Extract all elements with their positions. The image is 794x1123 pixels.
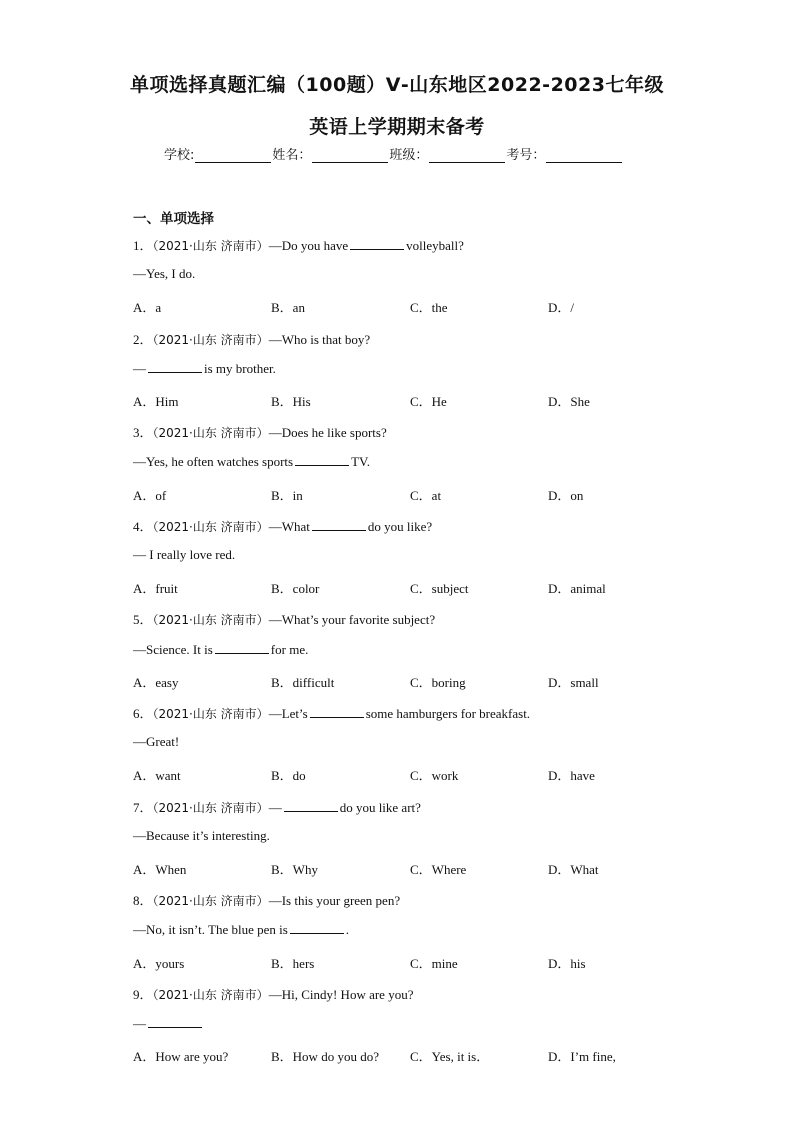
option-b[interactable]: B．an <box>271 300 305 316</box>
option-b[interactable]: B．difficult <box>271 674 335 690</box>
reply-text-after: is my brother. <box>204 360 276 376</box>
option-c[interactable]: C．at <box>410 487 442 503</box>
question-text: —What’s your favorite subject? <box>268 612 436 628</box>
option-a[interactable]: A．Him <box>133 394 179 409</box>
reply-text-after: . <box>345 922 350 938</box>
question-text: —Who is that boy? <box>268 331 371 347</box>
option-c[interactable]: C．Yes, it is． <box>410 1049 490 1065</box>
question-number: 9． <box>133 986 153 1002</box>
question-text-after: do you like art? <box>339 799 421 815</box>
question-source: （2021·山东 济南市） <box>152 894 269 909</box>
question-stem <box>133 890 400 909</box>
option-c[interactable]: C．the <box>410 300 448 316</box>
dialog-reply <box>133 453 370 470</box>
reply-text-after: for me. <box>270 641 309 657</box>
reply-text: —No, it isn’t. The blue pen is <box>133 922 288 938</box>
answer-blank[interactable] <box>215 641 269 654</box>
dialog-reply <box>133 734 179 750</box>
option-a[interactable]: A．When <box>133 862 187 877</box>
option-d[interactable]: D．on <box>548 487 584 503</box>
question-stem <box>133 422 387 441</box>
question-text: —Does he like sports? <box>268 425 387 441</box>
question-text-after: volleyball? <box>406 238 464 253</box>
answer-blank[interactable] <box>148 360 202 373</box>
option-b[interactable]: B．Why <box>271 862 318 877</box>
page-title-line-1: 单项选择真题汇编（100题）Ⅴ-山东地区2022-2023七年级 <box>130 74 664 96</box>
option-a[interactable]: A．How are you? <box>133 1049 229 1065</box>
reply-text: —Great! <box>133 734 180 750</box>
question-number: 1． <box>133 238 153 253</box>
answer-blank[interactable] <box>148 1015 202 1028</box>
answer-blank[interactable] <box>295 453 349 466</box>
question-text: —What <box>268 518 310 534</box>
option-d[interactable]: D．/ <box>548 300 575 316</box>
reply-text: —Yes, he often watches sports <box>133 454 294 470</box>
section-title: 一、单项选择 <box>133 211 214 227</box>
question-source: （2021·山东 济南市） <box>152 613 269 628</box>
question-stem <box>133 235 464 254</box>
question-source: （2021·山东 济南市） <box>152 800 269 815</box>
option-b[interactable]: B．hers <box>271 955 315 971</box>
question-source: （2021·山东 济南市） <box>152 239 269 253</box>
question-stem <box>133 516 432 535</box>
question-source: （2021·山东 济南市） <box>152 707 269 721</box>
class-blank[interactable] <box>429 148 505 163</box>
option-b[interactable]: B．color <box>271 581 320 597</box>
question-text: —Hi, Cindy! How are you? <box>268 986 414 1002</box>
option-c[interactable]: C．He <box>410 394 447 409</box>
student-info-row <box>164 144 623 163</box>
option-c[interactable]: C．boring <box>410 674 466 690</box>
dialog-reply <box>133 266 195 282</box>
question-number: 3． <box>133 425 153 441</box>
dialog-reply <box>133 547 235 563</box>
option-a[interactable]: A．a <box>133 300 162 316</box>
answer-blank[interactable] <box>312 518 366 531</box>
reply-text: —Science. It is <box>133 641 213 657</box>
reply-text: —Because it’s interesting. <box>133 827 270 843</box>
question-stem <box>133 703 530 722</box>
dialog-reply <box>133 641 308 658</box>
question-text: —Let’s <box>268 706 308 721</box>
question-source: （2021·山东 济南市） <box>152 332 269 347</box>
question-text: —Is this your green pen? <box>268 893 401 909</box>
question-number: 7． <box>133 799 153 815</box>
option-d[interactable]: D．his <box>548 955 586 971</box>
question-source: （2021·山东 济南市） <box>152 426 269 441</box>
question-source: （2021·山东 济南市） <box>152 987 269 1002</box>
question-text: —Do you have <box>268 238 349 253</box>
question-stem <box>133 984 413 1003</box>
class-label: 班级： <box>389 148 429 163</box>
question-text-after: some hamburgers for breakfast. <box>365 706 531 721</box>
school-blank[interactable] <box>195 148 271 163</box>
question-stem <box>133 797 421 816</box>
answer-blank[interactable] <box>310 705 364 718</box>
question-number: 2． <box>133 331 153 347</box>
option-d[interactable]: D．What <box>548 862 599 877</box>
reply-text: —Yes, I do. <box>133 266 196 282</box>
page-title-line-2: 英语上学期期末备考 <box>309 116 485 138</box>
name-blank[interactable] <box>312 148 388 163</box>
option-b[interactable]: B．How do you do? <box>271 1049 379 1065</box>
reply-text: — <box>133 1016 146 1031</box>
reply-text: — I really love red. <box>133 547 236 562</box>
question-number: 4． <box>133 518 153 534</box>
option-d[interactable]: D．I’m fine, <box>548 1049 616 1065</box>
option-d[interactable]: D．animal <box>548 581 606 597</box>
option-b[interactable]: B．do <box>271 768 306 784</box>
option-d[interactable]: D．have <box>548 768 595 784</box>
option-a[interactable]: A．easy <box>133 674 179 690</box>
exam-number-blank[interactable] <box>546 148 622 163</box>
question-number: 8． <box>133 893 153 909</box>
option-a[interactable]: A．yours <box>133 955 185 971</box>
question-stem <box>133 609 435 628</box>
question-number: 5． <box>133 612 153 628</box>
dialog-reply <box>133 828 270 844</box>
option-d[interactable]: D．She <box>548 394 590 409</box>
option-b[interactable]: B．in <box>271 487 303 503</box>
option-a[interactable]: A．want <box>133 768 181 784</box>
dialog-reply <box>133 1015 204 1032</box>
exam-number-label: 考号： <box>506 148 546 163</box>
answer-blank[interactable] <box>290 921 344 934</box>
reply-text-after: TV. <box>351 454 370 470</box>
dialog-reply <box>133 360 276 377</box>
reply-text: — <box>133 360 146 376</box>
option-a[interactable]: A．fruit <box>133 581 178 597</box>
answer-blank[interactable] <box>350 237 404 250</box>
question-text: — <box>268 799 282 815</box>
question-text-after: do you like? <box>367 518 433 534</box>
option-c[interactable]: C．work <box>410 768 459 784</box>
option-b[interactable]: B．His <box>271 394 311 409</box>
option-c[interactable]: C．Where <box>410 862 467 877</box>
option-c[interactable]: C．mine <box>410 955 458 971</box>
question-number: 6． <box>133 706 153 721</box>
option-a[interactable]: A．of <box>133 487 167 503</box>
question-source: （2021·山东 济南市） <box>152 519 269 534</box>
name-label: 姓名： <box>272 148 312 163</box>
option-c[interactable]: C．subject <box>410 581 469 597</box>
option-d[interactable]: D．small <box>548 674 599 690</box>
dialog-reply <box>133 921 349 938</box>
answer-blank[interactable] <box>284 799 338 812</box>
question-stem <box>133 329 370 348</box>
school-label: 学校: <box>164 148 195 163</box>
